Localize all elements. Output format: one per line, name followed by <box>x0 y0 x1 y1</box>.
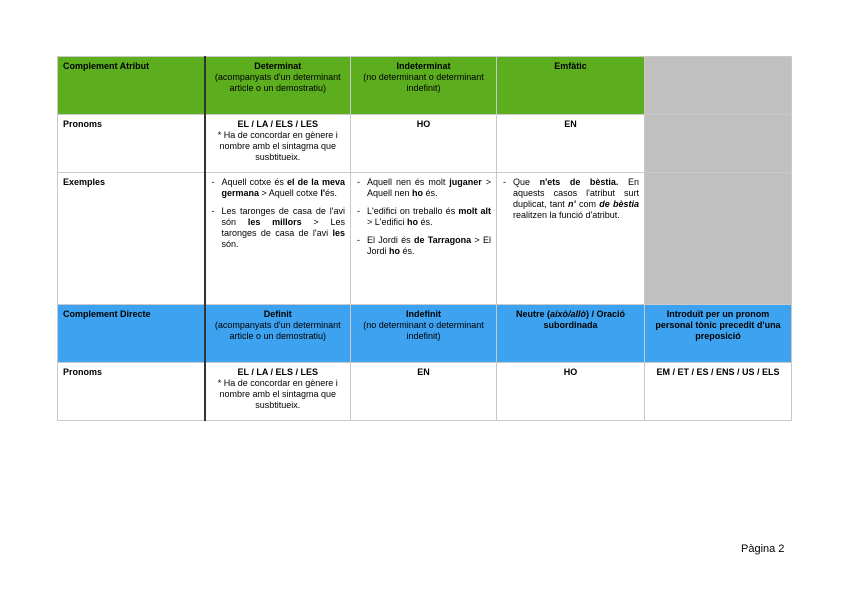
atribut-header-row <box>58 57 792 115</box>
exemples-indeterminat <box>351 173 497 305</box>
example-pronoun: ho <box>389 246 401 256</box>
atribut-pronoms-empty <box>645 115 792 173</box>
example-pronoun: les <box>332 228 345 238</box>
atribut-pronoms-emfatic: EN <box>497 115 645 173</box>
atribut-pronoms-row <box>58 115 792 173</box>
exemples-emfatic <box>497 173 645 305</box>
example-highlight: molt alt <box>458 206 491 216</box>
example-text: L'edifici on treballo és <box>367 206 459 216</box>
directe-pronoms-definit-main: EL / LA / ELS / LES <box>237 367 318 377</box>
atribut-indeterminat-title: Indeterminat <box>396 61 451 71</box>
example-highlight: el de la meva germana <box>221 177 345 198</box>
example-text <box>560 177 570 187</box>
neutre-italic: això/allò <box>549 309 586 319</box>
example-pronoun: n'ets <box>539 177 561 187</box>
directe-pronoms-definit-note: * Ha de concordar en gènere i nombre amb el sintagma que susbtitueix. <box>217 378 338 410</box>
neutre-text: Neutre ( <box>515 309 550 319</box>
example-highlight: juganer <box>449 177 482 187</box>
atribut-pronoms-indeterminat: HO <box>351 115 497 173</box>
example-text: > El Jordi <box>367 235 491 256</box>
example-text: són. <box>221 239 239 249</box>
atribut-determinat-header <box>205 57 351 115</box>
atribut-pronoms-determinat-note: * Ha de concordar en gènere i nombre amb el sintagma que susbtitueix. <box>217 130 338 162</box>
directe-indefinit-title: Indefinit <box>406 309 441 319</box>
directe-pronoms-tonic: EM / ET / ES / ENS / US / ELS <box>645 363 792 421</box>
example-text: > Les taronges de casa de l'avi <box>221 217 345 238</box>
directe-pronoms-indefinit: EN <box>351 363 497 421</box>
list-item <box>502 177 639 221</box>
grammar-table <box>57 56 792 421</box>
atribut-determinat-sub: (acompanyats d'un determinant article o un demostratiu) <box>214 72 341 93</box>
exemples-determinat-list <box>211 177 346 250</box>
atribut-emfatic-header: Emfàtic <box>497 57 645 115</box>
list-item <box>356 235 491 257</box>
atribut-pronoms-label: Pronoms <box>58 115 205 173</box>
directe-pronoms-definit <box>205 363 351 421</box>
example-text: El Jordi és <box>367 235 414 245</box>
list-item <box>356 206 491 228</box>
example-text: > Aquell cotxe <box>259 188 321 198</box>
example-text: és. <box>418 217 433 227</box>
exemples-determinat <box>205 173 351 305</box>
list-item <box>211 177 346 199</box>
example-highlight: de Tarragona <box>413 235 472 245</box>
list-item <box>356 177 491 199</box>
exemples-emfatic-list <box>502 177 639 221</box>
example-text: Aquell cotxe és <box>221 177 287 187</box>
directe-definit-sub: (acompanyats d'un determinant article o un demostratiu) <box>214 320 341 341</box>
example-text: En aquests casos l'atribut surt duplicat, tant <box>513 177 640 209</box>
example-text: és. <box>400 246 415 256</box>
example-text: és. <box>423 188 438 198</box>
atribut-indeterminat-header <box>351 57 497 115</box>
example-highlight: de bèstia. <box>569 177 619 187</box>
directe-pronoms-label: Pronoms <box>58 363 205 421</box>
example-text: Aquell nen és molt <box>367 177 450 187</box>
example-text: és. <box>324 188 337 198</box>
atribut-pronoms-determinat <box>205 115 351 173</box>
atribut-pronoms-determinat-main: EL / LA / ELS / LES <box>237 119 318 129</box>
directe-tonic-header: Introduït per un pronom personal tònic precedit d'una preposició <box>645 305 792 363</box>
directe-neutre-header <box>497 305 645 363</box>
example-text: > Aquell nen <box>367 177 492 198</box>
neutre-text: ) / Oració subordinada <box>543 309 626 330</box>
example-highlight: de bèstia <box>599 199 639 209</box>
example-text: Les taronges de casa de l'avi són <box>221 206 345 227</box>
example-pronoun: ho <box>412 188 424 198</box>
directe-title: Complement Directe <box>58 305 205 363</box>
example-pronoun: n' <box>568 199 576 209</box>
directe-indefinit-sub: (no determinant o determinant indefinit) <box>363 320 484 341</box>
example-highlight: les millors <box>247 217 302 227</box>
exemples-empty <box>645 173 792 305</box>
directe-header-row <box>58 305 792 363</box>
example-text: com <box>575 199 600 209</box>
directe-pronoms-row <box>58 363 792 421</box>
directe-pronoms-neutre: HO <box>497 363 645 421</box>
example-text: > L'edifici <box>367 217 407 227</box>
example-pronoun: ho <box>407 217 418 227</box>
example-text: realitzen la funció d'atribut. <box>513 210 620 220</box>
atribut-determinat-title: Determinat <box>254 61 302 71</box>
example-pronoun: l' <box>320 188 325 198</box>
list-item <box>211 206 346 250</box>
atribut-empty-header <box>645 57 792 115</box>
example-text: Que <box>513 177 540 187</box>
directe-definit-header <box>205 305 351 363</box>
atribut-title: Complement Atribut <box>58 57 205 115</box>
exemples-indeterminat-list <box>356 177 491 257</box>
directe-definit-title: Definit <box>263 309 292 319</box>
exemples-label: Exemples <box>58 173 205 305</box>
atribut-indeterminat-sub: (no determinant o determinant indefinit) <box>363 72 484 93</box>
atribut-exemples-row <box>58 173 792 305</box>
directe-indefinit-header <box>351 305 497 363</box>
page-number: Pàgina 2 <box>741 543 785 555</box>
